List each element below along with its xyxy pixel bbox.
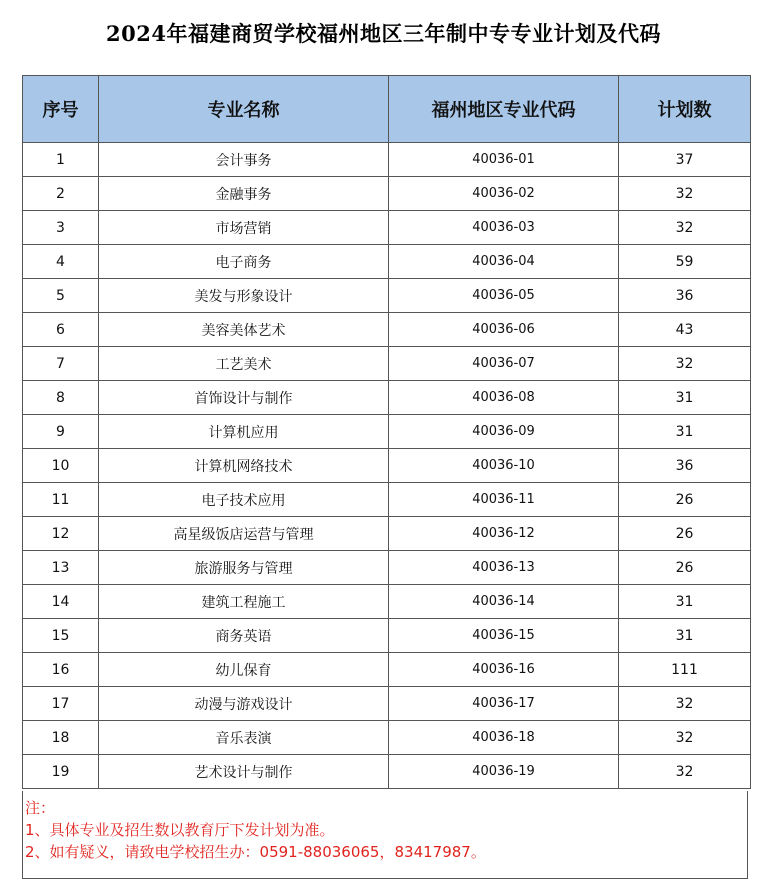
major-plan-table	[22, 75, 751, 789]
row-major-code-cell: 40036-01	[389, 143, 619, 177]
row-major-name-cell: 旅游服务与管理	[99, 551, 389, 585]
row-serial-cell: 10	[23, 449, 99, 483]
row-major-code-cell: 40036-14	[389, 585, 619, 619]
table-row	[23, 177, 751, 211]
row-major-code-cell: 40036-12	[389, 517, 619, 551]
table-row	[23, 415, 751, 449]
row-major-name-cell: 首饰设计与制作	[99, 381, 389, 415]
row-major-code-cell: 40036-06	[389, 313, 619, 347]
row-major-name-cell: 艺术设计与制作	[99, 755, 389, 789]
row-plan-count-cell: 43	[619, 313, 751, 347]
row-serial-cell: 1	[23, 143, 99, 177]
row-serial-cell: 11	[23, 483, 99, 517]
table-row	[23, 721, 751, 755]
table-row	[23, 245, 751, 279]
row-serial-cell: 6	[23, 313, 99, 347]
row-plan-count-cell: 32	[619, 687, 751, 721]
row-plan-count-cell: 36	[619, 449, 751, 483]
row-major-code-cell: 40036-09	[389, 415, 619, 449]
table-row	[23, 551, 751, 585]
row-serial-cell: 17	[23, 687, 99, 721]
row-major-code-cell: 40036-11	[389, 483, 619, 517]
row-major-name-cell: 电子技术应用	[99, 483, 389, 517]
note-line-2: 2、如有疑义，请致电学校招生办：0591-88036065，83417987。	[25, 843, 486, 861]
table-row	[23, 619, 751, 653]
row-major-code-cell: 40036-19	[389, 755, 619, 789]
row-serial-cell: 19	[23, 755, 99, 789]
row-major-code-cell: 40036-08	[389, 381, 619, 415]
table-row	[23, 381, 751, 415]
table-row	[23, 347, 751, 381]
header-major-name: 专业名称	[99, 76, 389, 143]
row-plan-count-cell: 31	[619, 381, 751, 415]
row-major-code-cell: 40036-15	[389, 619, 619, 653]
header-plan-count: 计划数	[619, 76, 751, 143]
header-major-code: 福州地区专业代码	[389, 76, 619, 143]
row-serial-cell: 12	[23, 517, 99, 551]
row-major-code-cell: 40036-02	[389, 177, 619, 211]
row-major-code-cell: 40036-17	[389, 687, 619, 721]
row-major-code-cell: 40036-13	[389, 551, 619, 585]
row-major-name-cell: 市场营销	[99, 211, 389, 245]
row-major-code-cell: 40036-16	[389, 653, 619, 687]
row-plan-count-cell: 59	[619, 245, 751, 279]
row-major-code-cell: 40036-04	[389, 245, 619, 279]
row-major-name-cell: 美发与形象设计	[99, 279, 389, 313]
table-row	[23, 517, 751, 551]
table-row	[23, 313, 751, 347]
row-major-name-cell: 美容美体艺术	[99, 313, 389, 347]
row-plan-count-cell: 32	[619, 755, 751, 789]
row-plan-count-cell: 26	[619, 517, 751, 551]
row-major-code-cell: 40036-05	[389, 279, 619, 313]
row-plan-count-cell: 32	[619, 211, 751, 245]
row-major-name-cell: 幼儿保育	[99, 653, 389, 687]
row-serial-cell: 13	[23, 551, 99, 585]
row-major-name-cell: 计算机应用	[99, 415, 389, 449]
row-plan-count-cell: 36	[619, 279, 751, 313]
table-row	[23, 279, 751, 313]
row-major-name-cell: 商务英语	[99, 619, 389, 653]
row-major-code-cell: 40036-18	[389, 721, 619, 755]
row-serial-cell: 7	[23, 347, 99, 381]
row-plan-count-cell: 32	[619, 347, 751, 381]
row-plan-count-cell: 32	[619, 721, 751, 755]
row-plan-count-cell: 31	[619, 619, 751, 653]
table-row	[23, 687, 751, 721]
table-row	[23, 653, 751, 687]
table-row	[23, 585, 751, 619]
table-row	[23, 143, 751, 177]
row-plan-count-cell: 31	[619, 585, 751, 619]
row-major-code-cell: 40036-10	[389, 449, 619, 483]
row-major-name-cell: 动漫与游戏设计	[99, 687, 389, 721]
row-plan-count-cell: 32	[619, 177, 751, 211]
row-major-name-cell: 会计事务	[99, 143, 389, 177]
row-major-name-cell: 高星级饭店运营与管理	[99, 517, 389, 551]
row-major-code-cell: 40036-07	[389, 347, 619, 381]
row-serial-cell: 14	[23, 585, 99, 619]
row-major-code-cell: 40036-03	[389, 211, 619, 245]
row-serial-cell: 15	[23, 619, 99, 653]
table-row	[23, 211, 751, 245]
row-plan-count-cell: 26	[619, 483, 751, 517]
row-serial-cell: 5	[23, 279, 99, 313]
row-major-name-cell: 音乐表演	[99, 721, 389, 755]
page-title: 2024年福建商贸学校福州地区三年制中专专业计划及代码	[106, 21, 661, 46]
row-major-name-cell: 金融事务	[99, 177, 389, 211]
row-serial-cell: 8	[23, 381, 99, 415]
row-plan-count-cell: 26	[619, 551, 751, 585]
row-serial-cell: 4	[23, 245, 99, 279]
notes-heading: 注：	[25, 799, 56, 817]
table-row	[23, 755, 751, 789]
row-major-name-cell: 电子商务	[99, 245, 389, 279]
row-plan-count-cell: 111	[619, 653, 751, 687]
table-row	[23, 449, 751, 483]
notes-box	[22, 791, 748, 879]
row-major-name-cell: 工艺美术	[99, 347, 389, 381]
row-serial-cell: 18	[23, 721, 99, 755]
row-serial-cell: 16	[23, 653, 99, 687]
table-header-row	[23, 76, 751, 143]
row-plan-count-cell: 31	[619, 415, 751, 449]
note-line-1: 1、具体专业及招生数以教育厅下发计划为准。	[25, 821, 335, 839]
row-serial-cell: 9	[23, 415, 99, 449]
table-body	[23, 143, 751, 789]
row-serial-cell: 3	[23, 211, 99, 245]
row-major-name-cell: 计算机网络技术	[99, 449, 389, 483]
table-row	[23, 483, 751, 517]
row-plan-count-cell: 37	[619, 143, 751, 177]
row-serial-cell: 2	[23, 177, 99, 211]
header-serial: 序号	[23, 76, 99, 143]
row-major-name-cell: 建筑工程施工	[99, 585, 389, 619]
